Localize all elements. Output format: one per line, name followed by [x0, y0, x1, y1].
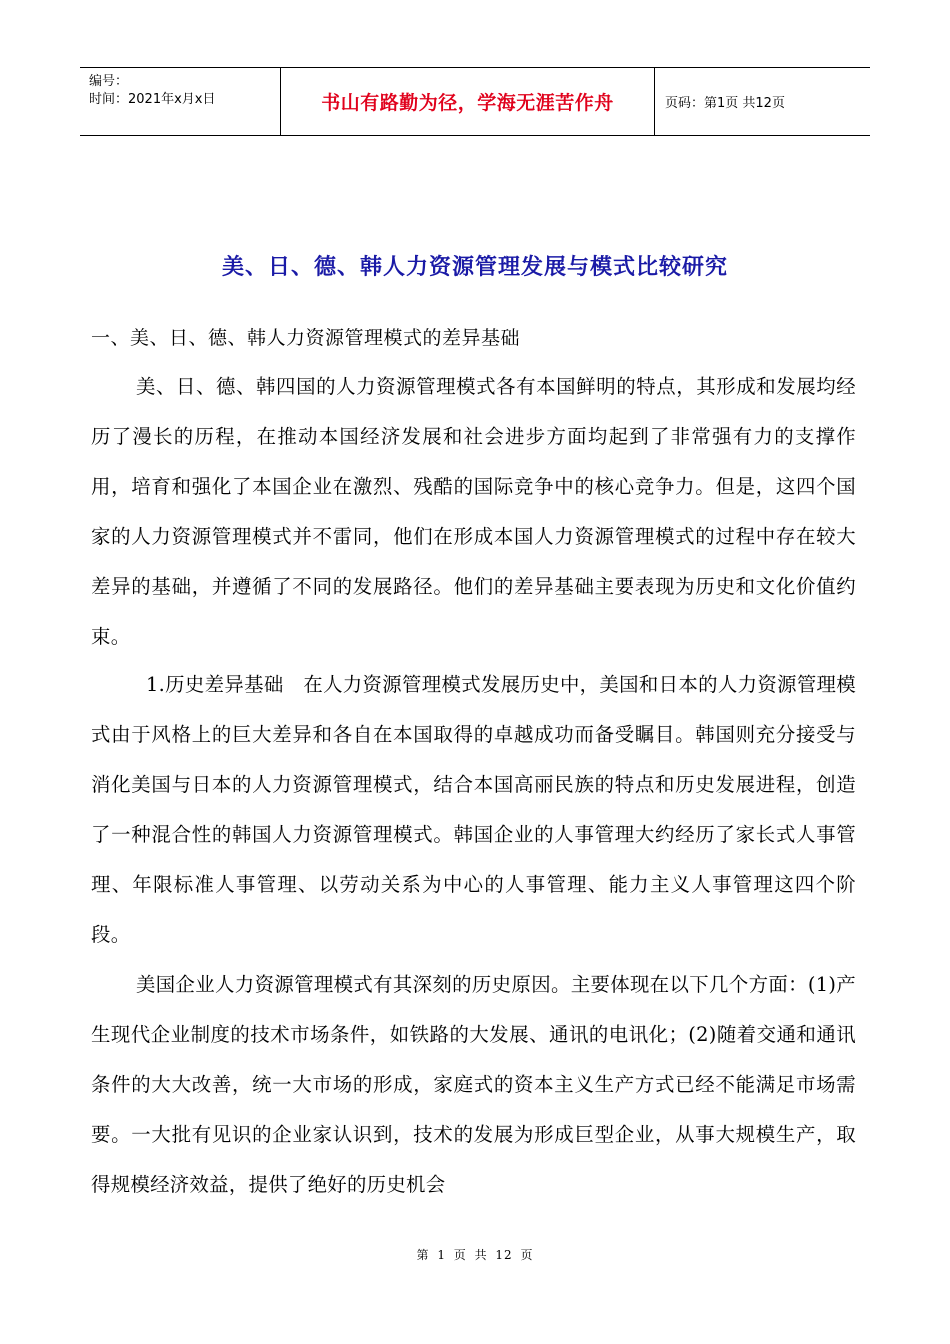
paragraph: 美、日、德、韩四国的人力资源管理模式各有本国鲜明的特点，其形成和发展均经历了漫长的历程，在推动本国经济发展和社会进步方面均起到了非常强有力的支撑作用，培育和强化了本国企业在激烈、残酷的国际竞争中的核心竞争力。但是，这四个国家的人力资源管理模式并不雷同，他们在形成本国人力资源管理模式的过程中存在较大差异的基础，并遵循了不同的发展路径。他们的差异基础主要表现为历史和文化价值约束。	[91, 375, 856, 648]
date-label: 时间：2021年x月x日	[89, 92, 216, 107]
header-page-code: 页码：第1页 共12页	[665, 96, 785, 111]
header-meta-cell	[80, 68, 281, 135]
section-heading: 一、美、日、德、韩人力资源管理模式的差异基础	[91, 327, 521, 349]
paragraph: 美国企业人力资源管理模式有其深刻的历史原因。主要体现在以下几个方面：(1)产生现代企业制度的技术市场条件，如铁路的大发展、通讯的电讯化；(2)随着交通和通讯条件的大大改善，统一大市场的形成，家庭式的资本主义生产方式已经不能满足市场需要。一大批有见识的企业家认识到，技术的发展为形成巨型企业，从事大规模生产，取得规模经济效益，提供了绝好的历史机会	[91, 973, 856, 1196]
paragraph: 1.历史差异基础 在人力资源管理模式发展历史中，美国和日本的人力资源管理模式由于风格上的巨大差异和各自在本国取得的卓越成功而备受瞩目。韩国则充分接受与消化美国与日本的人力资源管理模式，结合本国高丽民族的特点和历史发展进程，创造了一种混合性的韩国人力资源管理模式。韩国企业的人事管理大约经历了家长式人事管理、年限标准人事管理、以劳动关系为中心的人事管理、能力主义人事管理这四个阶段。	[91, 673, 856, 946]
header-table	[80, 67, 870, 136]
document-title: 美、日、德、韩人力资源管理发展与模式比较研究	[221, 254, 728, 280]
serial-label: 编号：	[89, 74, 129, 89]
header-motto: 书山有路勤为径，学海无涯苦作舟	[281, 68, 655, 135]
page-footer: 第 1 页 共 12 页	[416, 1248, 534, 1262]
